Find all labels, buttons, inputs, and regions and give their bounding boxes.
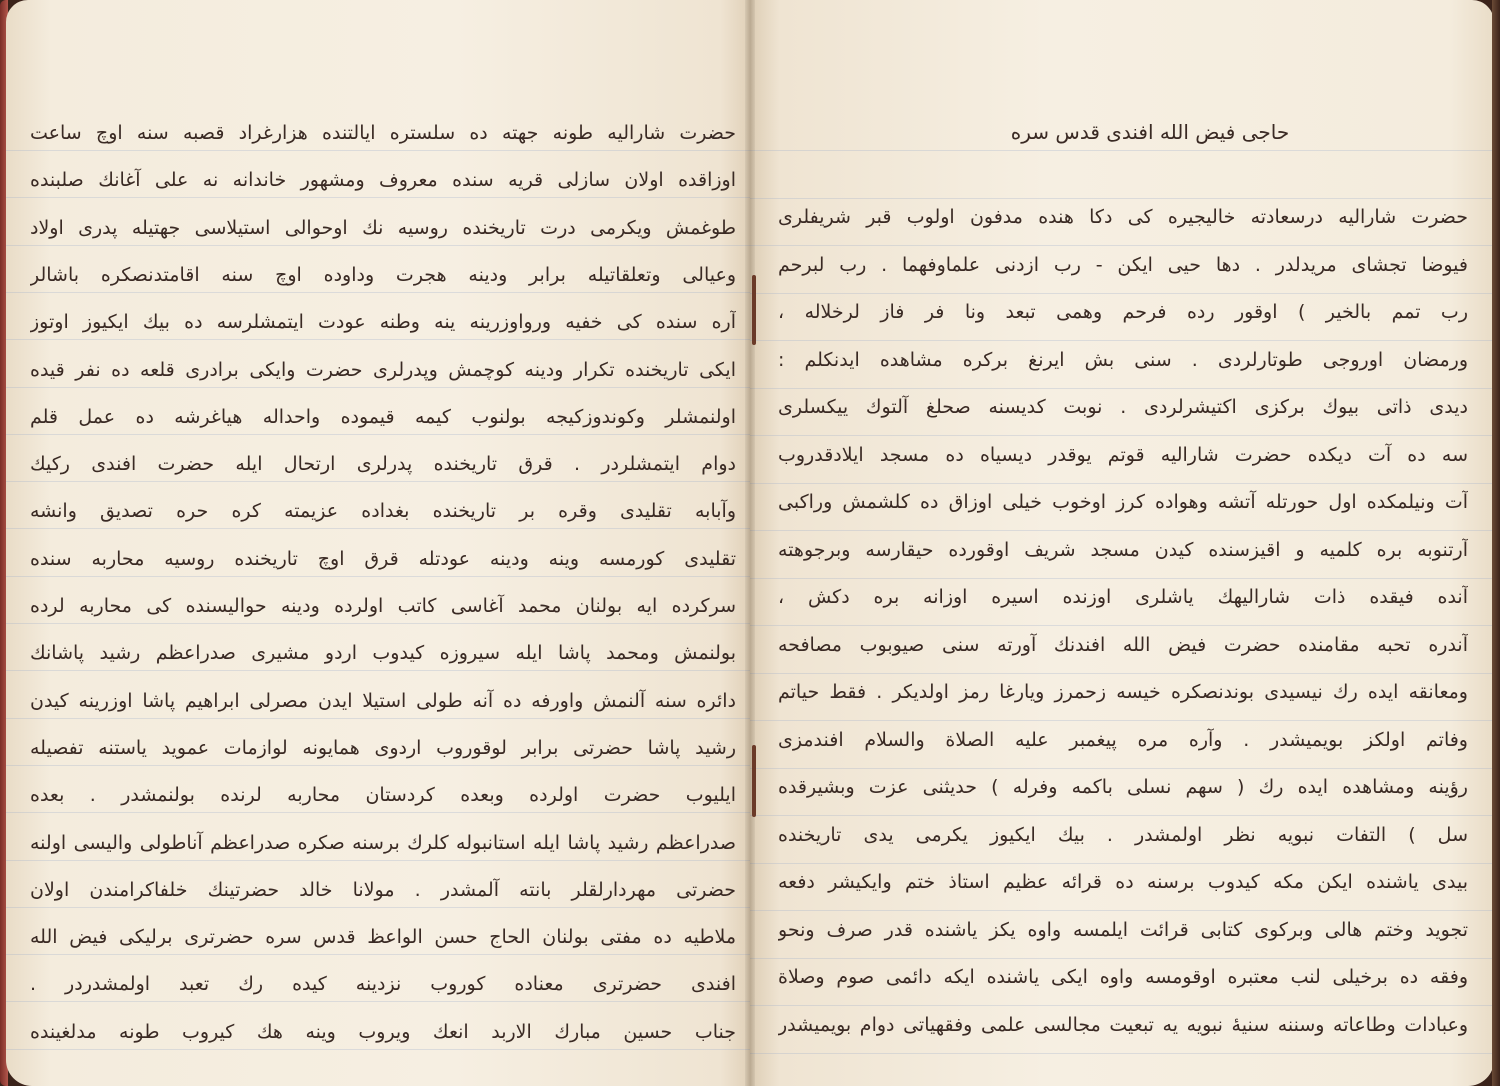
manuscript-line: فیوضا تجشای مریدلدر . دها حیی ایکن - رب ازدنی علماوفهما . رب لبرحم: [778, 253, 1468, 276]
manuscript-line: بولنمش ومحمد پاشا ایله سیروزه کیدوب اردو مشیری صدراعظم رشید پاشانك: [30, 642, 736, 665]
manuscript-line: وفقه ده برخیلی لنب معتبره اوقومسه واوه ایکی یاشنده ایکه دائمی صوم وصلاة: [778, 966, 1468, 988]
manuscript-line: وعیالی وتعلقاتیله برابر ودینه هجرت وداوده اوچ سنه اقامتدنصكره باشالر: [30, 263, 736, 286]
right-page: [750, 0, 1494, 1086]
manuscript-line: افندی حضرتری معناده کوروب نزدینه کیده رك تعبد اولمشدردر .: [30, 973, 736, 996]
manuscript-line: حضرت شارالیه درسعادته خالیجیره کی دکا هنده مدفون اولوب قبر شریفلری: [778, 206, 1468, 228]
manuscript-line: اولنمشلر وکوندوزکیجه بولنوب کیمه قیموده واحداله هیاغرشه ده عمل قلم: [30, 405, 736, 428]
manuscript-line: دائره سنه آلنمش واورفه ده آنه طولی استیلا ایدن مصرلی ابراهیم پاشا اوزرینه کیدن: [30, 689, 736, 712]
manuscript-line: رؤینه ومشاهده ایده رك ( سهم نسلی باکمه وفرله ) حدیثنی عزت وبشیرقده: [778, 776, 1468, 798]
ruled-line: [750, 1053, 1494, 1054]
manuscript-line: رشید پاشا حضرتی برابر لوقوروب اردوی همایونه لوازمات عموید یاستنه تفصیله: [30, 736, 736, 759]
manuscript-line: سه ده آت دیکده حضرت شارالیه قوتم یوقدر دیسیاه ده مسجد ایلادقدروب: [778, 443, 1468, 466]
manuscript-line: حضرتی مهردارلقلر بانته آلمشدر . مولانا خالد حضرتینك خلفاکرامندن اولان: [30, 878, 736, 901]
manuscript-line: رب تمم بالخیر ) اوقور رده فرحم وهمی تبعد ونا فر فاز لرخلاله ،: [778, 301, 1468, 323]
ruled-line: [750, 150, 1494, 151]
binding-stitch: [752, 745, 756, 817]
manuscript-line: ومعانقه ایده رك نیسیدی بوندنصكره خیسه زحمرز ویارغا رمز اولدیکر . فقط حیاتم: [778, 681, 1468, 703]
binding-stitch: [752, 275, 756, 345]
left-page: [6, 0, 750, 1086]
manuscript-line: بیدی یاشنده ایکن مکه کیدوب برسنه ده قرائه عظیم استاذ ختم وایکیشر دفعه: [778, 871, 1468, 893]
manuscript-line: صدراعظم رشید پاشا ایله استانبوله کلرك برسنه صکره صدراعظم آناطولی والیسی اولنه: [30, 831, 736, 854]
manuscript-line: آرتنوبه بره کلمیه و اقیزسنده کیدن مسجد شریف اوقورده حیقارسه وبرجوهته: [778, 538, 1468, 561]
manuscript-line: آت ونیلمکده اول حورتله آتشه وهواده کرز اوخوب خیلی اوزاق ده کلشمش وراکبی: [778, 491, 1468, 513]
binding-gutter: [745, 0, 755, 1086]
manuscript-line: آندره تحبه مقامنده حضرت فیض الله افندنك آورته سنی صیوبوب مصافحه: [778, 633, 1468, 656]
manuscript-line: وفاتم اولکز بویمیشدر . وآره مره پیغمبر علیه الصلاة والسلام افندمزی: [778, 728, 1468, 751]
manuscript-line: ورمضان اوروجی طوتارلردی . سنی بش ایرنغ برکره مشاهده ایدنکلم :: [778, 348, 1468, 371]
manuscript-line: تقلیدی کورمسه وینه ودینه عودتله قرق اوچ تاریخنده روسیه محاربه سنده: [30, 547, 736, 570]
manuscript-line: ایکی تاریخنده تکرار ودینه کوچمش وپدرلری حضرت وایکی برادری قلعه ده نفر قیده: [30, 358, 736, 381]
manuscript-line: دیدی ذاتی بیوك برکزی اکتیشرلردی . نوبت کدیسنه صحلغ آلتوك ییکسلری: [778, 396, 1468, 418]
manuscript-line: سل ) التفات نبویه نظر اولمشدر . بیك ایکیوز یکرمی یدی تاریخنده: [778, 823, 1468, 846]
manuscript-line: تجوید وختم هالی وبرکوی کتابی قرائت ایلمسه واوه یکز یاشنده قدر صرف ونحو: [778, 918, 1468, 941]
manuscript-line: اوزاقده اولان سازلی قریه سنده معروف ومشهور خاندانه نه علی آغانك صلبنده: [30, 169, 736, 192]
manuscript-line: سرکرده ایه بولنان محمد آغاسی کاتب اولرده ودینه حوالیسنده کی محاربه لرده: [30, 595, 736, 617]
manuscript-line: وآبابه تقلیدی وقره بر تاریخنده بغداده عزیمته کره حره تصدیق وانشه: [30, 500, 736, 523]
manuscript-line: آره سنده کی خفیه ورواوزرینه ینه وطنه عودت ایتمشلرسه ده بیك ایکیوز اوتوز: [30, 311, 736, 334]
manuscript-line: وعبادات وطاعاته وسننه سنیهٔ نبویه یه تبعیت مجالسی علمی وفقهیاتی دوام بویمیشدر: [778, 1013, 1468, 1036]
manuscript-line: دوام ایتمشلردر . قرق تاریخنده پدرلری ارتحال ایله حضرت افندی رکیك: [30, 453, 736, 476]
right-book-edge: [1492, 0, 1500, 1086]
manuscript-line: جناب حسین مبارك الاربد انعك ویروب وینه هك كیروب طونه مدلغینده: [30, 1020, 736, 1043]
page-heading: حاجی فیض الله افندی قدس سره: [1010, 120, 1290, 144]
manuscript-line: طوغمش ویکرمی درت تاریخنده روسیه نك اوحوالی استیلاسی جهتیله پدری اولاد: [30, 216, 736, 239]
manuscript-line: حضرت شارالیه طونه جهته ده سلستره ایالتنده هزارغراد قصبه سنه اوچ ساعت: [30, 122, 736, 144]
manuscript-line: ایلیوب حضرت اولرده وبعده کردستان محاربه لرنده بولنمشدر . بعده: [30, 784, 736, 807]
manuscript-line: ملاطیه ده مفتی بولنان الحاج حسن الواعظ قدس سره حضرتری برلیکی فیض الله: [30, 926, 736, 949]
manuscript-line: آنده فیقده ذات شارالیهك یاشلری اوزنده اسیره اوزانه بره دکش ،: [778, 586, 1468, 608]
